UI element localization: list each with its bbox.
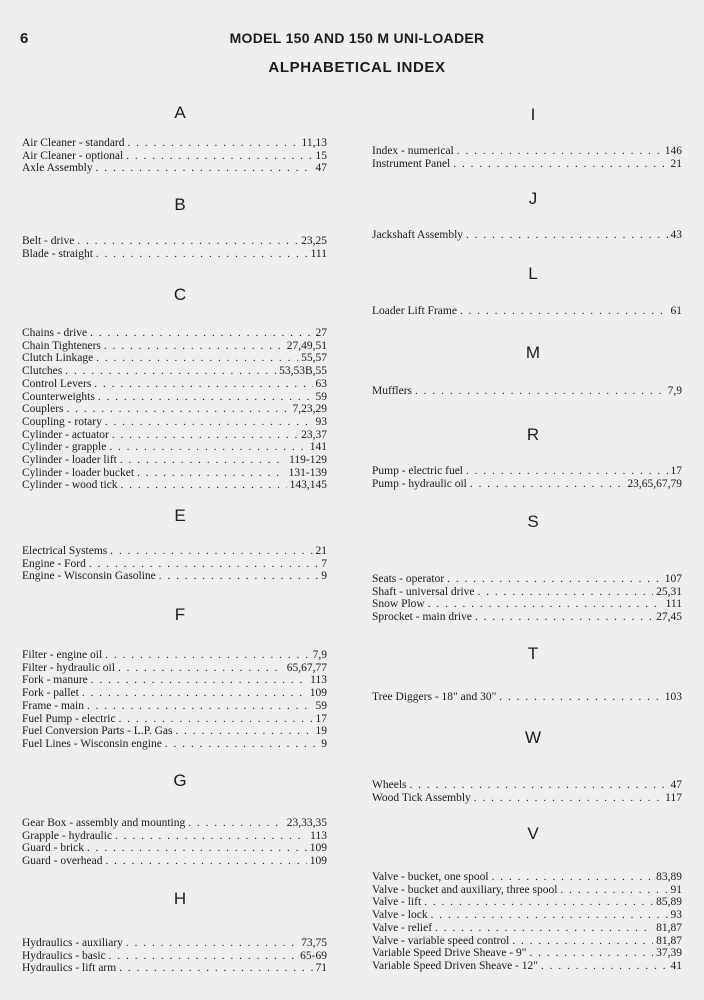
entry-label: Filter - engine oil: [22, 649, 103, 661]
entry-pages: 61: [670, 305, 682, 317]
entry-label: Air Cleaner - standard: [22, 137, 125, 149]
dot-leader: [475, 611, 653, 624]
index-entry: [22, 378, 327, 391]
dot-leader: [105, 649, 309, 662]
entry-pages: 41: [670, 959, 682, 972]
index-entry: [22, 937, 327, 950]
entry-pages: 21: [670, 157, 682, 170]
entry-label: Chains - drive: [22, 327, 88, 339]
entry-pages: 93: [670, 909, 682, 922]
entry-label: Coupling - rotary: [22, 415, 102, 428]
index-entry: [22, 340, 327, 353]
entry-label: Valve - lift: [372, 896, 422, 909]
dot-leader: [115, 830, 307, 843]
index-entry: [372, 960, 682, 973]
entry-pages: 27: [315, 327, 327, 339]
entry-pages: 113: [310, 829, 327, 842]
index-heading: ALPHABETICAL INDEX: [268, 59, 446, 76]
dot-leader: [126, 150, 312, 163]
dot-leader: [460, 305, 668, 318]
entry-label: Air Cleaner - optional: [22, 149, 124, 162]
entry-pages: 141: [309, 441, 327, 454]
index-entry: [22, 403, 327, 416]
index-entry: [372, 691, 682, 704]
index-entry: [372, 884, 682, 897]
index-entry: [372, 465, 682, 478]
entry-pages: 7,9: [667, 385, 682, 397]
index-entry: [372, 385, 682, 398]
dot-leader: [112, 429, 298, 442]
dot-leader: [126, 937, 298, 950]
section-letter-m: M: [525, 343, 541, 362]
index-entry: [372, 871, 682, 884]
index-entry: [372, 922, 682, 935]
entry-label: Wheels: [372, 779, 407, 791]
index-entry: [22, 235, 327, 248]
section-letter-r: R: [526, 425, 540, 444]
section-letter-g: G: [173, 771, 187, 790]
entry-label: Fork - pallet: [22, 687, 79, 700]
entry-pages: 91: [670, 883, 682, 896]
entry-label: Belt - drive: [22, 235, 75, 247]
entry-label: Cylinder - actuator: [22, 428, 109, 441]
entry-pages: 119-129: [289, 454, 327, 466]
section-letter-h: H: [173, 889, 187, 908]
dot-leader: [91, 674, 307, 687]
section-letter-v: V: [527, 824, 539, 843]
index-entry: [22, 352, 327, 365]
index-entry: [372, 896, 682, 909]
index-entry: [22, 429, 327, 442]
entry-pages: 131-139: [288, 466, 327, 479]
entry-pages: 143,145: [289, 479, 327, 492]
entry-pages: 47: [315, 162, 327, 175]
index-entry: [22, 830, 327, 843]
entry-pages: 43: [670, 229, 682, 241]
entry-pages: 27,45: [656, 611, 682, 624]
entry-label: Variable Speed Driven Sheave - 12": [372, 959, 538, 972]
entry-pages: 17: [315, 712, 327, 725]
dot-leader: [453, 158, 667, 171]
dot-leader: [431, 909, 668, 922]
section-letter-i: I: [530, 105, 536, 124]
index-entry: [22, 687, 327, 700]
dot-leader: [541, 960, 668, 973]
index-entry: [22, 738, 327, 751]
entry-pages: 47: [670, 779, 682, 791]
entry-label: Shaft - universal drive: [372, 585, 475, 598]
index-entry: [22, 950, 327, 963]
dot-leader: [67, 403, 290, 416]
entry-label: Cylinder - grapple: [22, 441, 107, 454]
entry-label: Valve - lock: [372, 909, 428, 922]
index-entry: [22, 248, 327, 261]
index-entry: [22, 467, 327, 480]
index-entry: [372, 229, 682, 242]
entry-label: Hydraulics - auxiliary: [22, 937, 123, 949]
dot-leader: [90, 327, 312, 340]
index-entry: [22, 817, 327, 830]
section-letter-b: B: [174, 195, 186, 214]
index-entry: [22, 725, 327, 738]
entry-label: Guard - brick: [22, 842, 84, 855]
index-entry: [372, 586, 682, 599]
dot-leader: [159, 570, 318, 583]
dot-leader: [529, 947, 653, 960]
index-entry: [22, 962, 327, 975]
entry-pages: 85,89: [656, 896, 682, 909]
entry-label: Valve - bucket, one spool: [372, 871, 489, 883]
index-entry: [372, 478, 682, 491]
entry-pages: 21: [315, 545, 327, 557]
entry-pages: 7,23,29: [292, 403, 327, 416]
dot-leader: [409, 779, 667, 792]
entry-label: Engine - Ford: [22, 557, 86, 570]
entry-pages: 65-69: [300, 949, 327, 962]
dot-leader: [96, 352, 298, 365]
entry-pages: 37,39: [656, 947, 682, 960]
dot-leader: [474, 792, 662, 805]
entry-label: Loader Lift Frame: [372, 305, 457, 317]
section-letter-s: S: [527, 512, 539, 531]
entry-label: Counterweights: [22, 390, 95, 403]
index-entry: [22, 649, 327, 662]
document-title: MODEL 150 AND 150 M UNI-LOADER: [229, 30, 485, 46]
dot-leader: [65, 365, 276, 378]
entry-label: Clutches: [22, 365, 63, 378]
dot-leader: [77, 235, 298, 248]
entry-label: Variable Speed Drive Sheave - 9": [372, 947, 527, 960]
entry-pages: 59: [315, 699, 327, 712]
dot-leader: [499, 691, 661, 704]
entry-pages: 7,9: [312, 649, 327, 661]
entry-label: Sprocket - main drive: [372, 611, 472, 624]
index-entry: [372, 573, 682, 586]
dot-leader: [104, 340, 284, 353]
entry-label: Instrument Panel: [372, 157, 451, 170]
entry-pages: 93: [315, 415, 327, 428]
section-letter-l: L: [528, 264, 538, 283]
dot-leader: [424, 896, 653, 909]
index-entry: [22, 391, 327, 404]
entry-label: Snow Plow: [372, 598, 425, 611]
index-entry: [22, 674, 327, 687]
dot-leader: [175, 725, 312, 738]
index-entry: [22, 842, 327, 855]
dot-leader: [105, 416, 313, 429]
entry-label: Cylinder - wood tick: [22, 479, 118, 492]
entry-label: Index - numerical: [372, 145, 454, 157]
dot-leader: [109, 441, 306, 454]
dot-leader: [87, 700, 313, 713]
entry-label: Frame - main: [22, 699, 84, 712]
dot-leader: [447, 573, 662, 586]
dot-leader: [165, 738, 318, 751]
index-entry: [372, 158, 682, 171]
index-entry: [22, 713, 327, 726]
entry-pages: 109: [309, 842, 327, 855]
section-letter-c: C: [173, 285, 187, 304]
entry-label: Tree Diggers - 18" and 30": [372, 691, 497, 703]
entry-label: Couplers: [22, 403, 64, 416]
entry-pages: 7: [321, 557, 327, 570]
dot-leader: [466, 229, 667, 242]
entry-pages: 15: [315, 149, 327, 162]
entry-pages: 111: [310, 247, 327, 260]
entry-pages: 27,49,51: [286, 339, 327, 352]
entry-pages: 109: [309, 855, 327, 868]
entry-pages: 11,13: [301, 137, 327, 149]
entry-pages: 19: [315, 725, 327, 738]
index-entry: [22, 545, 327, 558]
dot-leader: [118, 662, 284, 675]
entry-label: Fuel Pump - electric: [22, 712, 116, 725]
entry-label: Axle Assembly: [22, 162, 93, 175]
entry-pages: 23,33,35: [286, 817, 327, 829]
index-entry: [372, 779, 682, 792]
entry-label: Control Levers: [22, 377, 92, 390]
index-entry: [372, 792, 682, 805]
dot-leader: [121, 479, 287, 492]
index-entry: [22, 327, 327, 340]
entry-pages: 23,65,67,79: [627, 477, 682, 490]
index-entry: [22, 558, 327, 571]
index-entry: [372, 909, 682, 922]
dot-leader: [109, 950, 297, 963]
entry-pages: 9: [321, 737, 327, 750]
section-letter-f: F: [174, 605, 186, 624]
entry-label: Gear Box - assembly and mounting: [22, 817, 186, 829]
entry-pages: 83,89: [656, 871, 682, 883]
entry-label: Chain Tighteners: [22, 339, 101, 352]
dot-leader: [105, 855, 306, 868]
index-entry: [372, 305, 682, 318]
dot-leader: [428, 598, 663, 611]
entry-pages: 23,25: [301, 235, 327, 247]
entry-label: Cylinder - loader lift: [22, 454, 117, 466]
entry-label: Valve - relief: [372, 921, 433, 934]
entry-pages: 55,57: [301, 352, 327, 365]
entry-pages: 81,87: [656, 934, 682, 947]
entry-pages: 109: [309, 687, 327, 700]
entry-pages: 107: [664, 573, 682, 585]
index-entry: [22, 454, 327, 467]
entry-label: Fuel Conversion Parts - L.P. Gas: [22, 725, 173, 738]
index-entry: [22, 150, 327, 163]
index-entry: [22, 137, 327, 150]
entry-label: Pump - hydraulic oil: [372, 477, 467, 490]
entry-label: Engine - Wisconsin Gasoline: [22, 570, 156, 583]
dot-leader: [98, 391, 313, 404]
entry-label: Mufflers: [372, 385, 413, 397]
entry-pages: 25,31: [656, 585, 682, 598]
page-number: 6: [20, 30, 29, 47]
index-entry: [372, 611, 682, 624]
entry-pages: 103: [664, 691, 682, 703]
index-entry: [22, 365, 327, 378]
entry-pages: 146: [664, 145, 682, 157]
index-entry: [22, 700, 327, 713]
entry-pages: 17: [670, 465, 682, 477]
dot-leader: [87, 842, 307, 855]
entry-pages: 59: [315, 390, 327, 403]
entry-pages: 111: [665, 598, 682, 611]
dot-leader: [137, 467, 286, 480]
dot-leader: [188, 817, 284, 830]
dot-leader: [96, 248, 308, 261]
dot-leader: [435, 922, 653, 935]
entry-label: Pump - electric fuel: [372, 465, 464, 477]
index-entry: [372, 598, 682, 611]
index-entry: [22, 479, 327, 492]
entry-label: Filter - hydraulic oil: [22, 661, 115, 674]
entry-label: Fuel Lines - Wisconsin engine: [22, 737, 162, 750]
dot-leader: [512, 935, 653, 948]
index-entry: [22, 662, 327, 675]
entry-label: Blade - straight: [22, 247, 93, 260]
section-letter-w: W: [524, 728, 542, 747]
dot-leader: [119, 962, 312, 975]
entry-label: Guard - overhead: [22, 855, 103, 868]
section-letter-a: A: [174, 103, 186, 122]
dot-leader: [94, 378, 312, 391]
index-entry: [22, 416, 327, 429]
dot-leader: [457, 145, 662, 158]
entry-pages: 117: [665, 791, 682, 804]
section-letter-t: T: [527, 644, 539, 663]
dot-leader: [96, 162, 313, 175]
entry-label: Hydraulics - basic: [22, 949, 106, 962]
index-entry: [22, 570, 327, 583]
entry-label: Seats - operator: [372, 573, 445, 585]
entry-pages: 113: [310, 674, 327, 687]
dot-leader: [415, 385, 665, 398]
dot-leader: [89, 558, 318, 571]
dot-leader: [119, 713, 313, 726]
dot-leader: [470, 478, 625, 491]
dot-leader: [120, 454, 286, 467]
entry-label: Valve - bucket and auxiliary, three spool: [372, 883, 558, 896]
index-entry: [372, 145, 682, 158]
index-entry: [372, 935, 682, 948]
entry-label: Valve - variable speed control: [372, 934, 510, 947]
dot-leader: [492, 871, 654, 884]
index-entry: [372, 947, 682, 960]
entry-pages: 81,87: [656, 921, 682, 934]
dot-leader: [110, 545, 312, 558]
entry-label: Jackshaft Assembly: [372, 229, 464, 241]
dot-leader: [560, 884, 667, 897]
entry-label: Grapple - hydraulic: [22, 829, 113, 842]
entry-pages: 63: [315, 377, 327, 390]
section-letter-e: E: [174, 506, 186, 525]
dot-leader: [466, 465, 667, 478]
entry-pages: 53,53B,55: [279, 365, 327, 378]
dot-leader: [82, 687, 307, 700]
entry-label: Fork - manure: [22, 674, 88, 687]
entry-label: Clutch Linkage: [22, 352, 94, 365]
entry-label: Cylinder - loader bucket: [22, 466, 135, 479]
dot-leader: [478, 586, 654, 599]
entry-pages: 73,75: [301, 937, 327, 949]
index-entry: [22, 162, 327, 175]
entry-label: Hydraulics - lift arm: [22, 962, 117, 975]
dot-leader: [128, 137, 299, 150]
entry-label: Wood Tick Assembly: [372, 791, 471, 804]
entry-pages: 9: [321, 570, 327, 583]
index-entry: [22, 441, 327, 454]
entry-pages: 71: [315, 962, 327, 975]
entry-pages: 23,37: [301, 428, 327, 441]
index-entry: [22, 855, 327, 868]
section-letter-j: J: [528, 189, 538, 208]
entry-pages: 65,67,77: [286, 661, 327, 674]
entry-label: Electrical Systems: [22, 545, 108, 557]
